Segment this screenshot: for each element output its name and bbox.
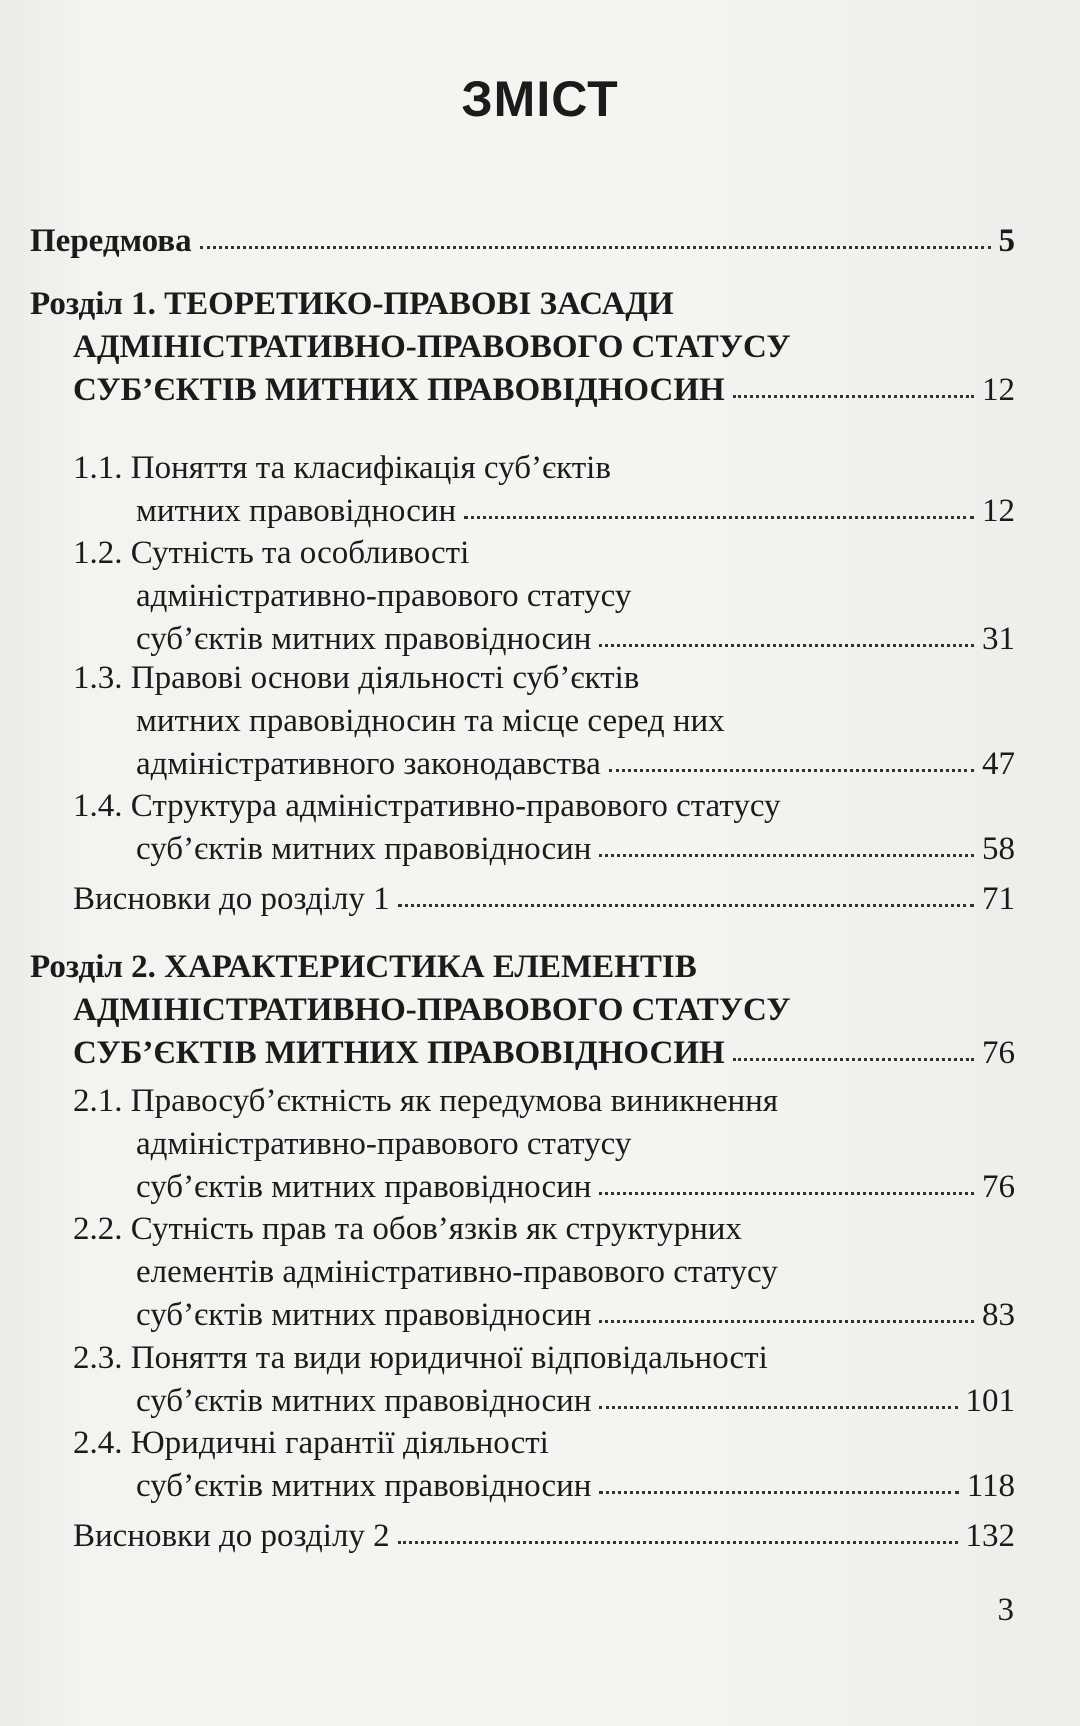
- toc-entry-label: Розділ 2. ХАРАКТЕРИСТИКА ЕЛЕМЕНТІВ: [30, 949, 697, 985]
- toc-entry-label: 1.2. Сутність та особливості: [73, 535, 470, 571]
- toc-entry-label: 2.4. Юридичні гарантії діяльності: [73, 1425, 549, 1461]
- toc-entry-label: СУБ’ЄКТІВ МИТНИХ ПРАВОВІДНОСИН: [73, 1035, 725, 1071]
- toc-entry-label: 2.3. Поняття та види юридичної відповідальності: [73, 1340, 768, 1376]
- dot-leader: [200, 242, 991, 249]
- toc-page-number: 118: [966, 1468, 1015, 1504]
- dot-leader: [599, 850, 974, 857]
- toc-entry-section-2-2[interactable]: [30, 1208, 1015, 1337]
- toc-entry-section-1-1[interactable]: [30, 447, 1015, 533]
- toc-entry-label: митних правовідносин: [136, 493, 457, 529]
- toc-entry-label: Передмова: [30, 223, 192, 259]
- toc-entry-section-1-2[interactable]: [30, 532, 1015, 661]
- toc-page-number: 76: [982, 1169, 1015, 1205]
- toc-entry-chapter-2[interactable]: [30, 946, 1015, 1075]
- toc-entry-label: АДМІНІСТРАТИВНО-ПРАВОВОГО СТАТУСУ: [73, 992, 791, 1028]
- dot-leader: [733, 391, 974, 398]
- toc-entry-label: 1.1. Поняття та класифікація суб’єктів: [73, 450, 611, 486]
- toc-entry-section-2-4[interactable]: [30, 1422, 1015, 1508]
- dot-leader: [733, 1054, 974, 1061]
- dot-leader: [599, 1402, 957, 1409]
- toc-entry-label: суб’єктів митних правовідносин: [136, 1297, 592, 1333]
- toc-entry-label: 2.2. Сутність прав та обов’язків як структурних: [73, 1211, 742, 1247]
- dot-leader: [464, 512, 974, 519]
- toc-entry-chapter-1[interactable]: [30, 283, 1015, 412]
- toc-page-number: 47: [982, 746, 1015, 782]
- toc-entry-label: суб’єктів митних правовідносин: [136, 1169, 592, 1205]
- toc-page-number: 101: [965, 1383, 1015, 1419]
- toc-entry-preface[interactable]: [30, 220, 1015, 263]
- toc-entry-label: елементів адміністративно-правового статусу: [136, 1254, 778, 1290]
- toc-entry-label: Висновки до розділу 1: [73, 881, 390, 917]
- toc-entry-label: митних правовідносин та місце серед них: [136, 703, 725, 739]
- toc-entry-label: адміністративно-правового статусу: [136, 578, 632, 614]
- toc-entry-label: СУБ’ЄКТІВ МИТНИХ ПРАВОВІДНОСИН: [73, 372, 725, 408]
- toc-entry-label: Розділ 1. ТЕОРЕТИКО-ПРАВОВІ ЗАСАДИ: [30, 286, 674, 322]
- toc-entry-label: 2.1. Правосуб’єктність як передумова виникнення: [73, 1083, 779, 1119]
- dot-leader: [599, 1316, 974, 1323]
- toc-entry-label: адміністративно-правового статусу: [136, 1126, 632, 1162]
- toc-entry-label: адміністративного законодавства: [136, 746, 601, 782]
- page-title: ЗМІСТ: [461, 71, 619, 127]
- toc-entry-label: АДМІНІСТРАТИВНО-ПРАВОВОГО СТАТУСУ: [73, 329, 791, 365]
- toc-page-number: 31: [982, 621, 1015, 657]
- dot-leader: [398, 900, 974, 907]
- toc-entry-label: суб’єктів митних правовідносин: [136, 831, 592, 867]
- toc-page-number: 58: [982, 831, 1015, 867]
- toc-entry-label: 1.4. Структура адміністративно-правового статусу: [73, 788, 781, 824]
- toc-page-number: 71: [982, 881, 1015, 917]
- toc-entry-section-1-4[interactable]: [30, 785, 1015, 871]
- toc-entry-label: суб’єктів митних правовідносин: [136, 1468, 592, 1504]
- toc-entry-section-2-3[interactable]: [30, 1337, 1015, 1423]
- page-number: 3: [997, 1592, 1014, 1628]
- toc-entry-conclusions-1[interactable]: [30, 878, 1015, 921]
- dot-leader: [599, 1487, 958, 1494]
- dot-leader: [398, 1537, 958, 1544]
- dot-leader: [609, 765, 974, 772]
- toc-page-number: 76: [982, 1035, 1015, 1071]
- dot-leader: [599, 1188, 974, 1195]
- toc-page-number: 12: [982, 493, 1015, 529]
- toc-page-number: 12: [982, 372, 1015, 408]
- dot-leader: [599, 640, 974, 647]
- toc-page-number: 132: [965, 1518, 1015, 1554]
- toc-entry-label: 1.3. Правові основи діяльності суб’єктів: [73, 660, 640, 696]
- toc-entry-section-2-1[interactable]: [30, 1080, 1015, 1209]
- toc-entry-label: Висновки до розділу 2: [73, 1518, 390, 1554]
- toc-entry-label: суб’єктів митних правовідносин: [136, 621, 592, 657]
- toc-entry-label: суб’єктів митних правовідносин: [136, 1383, 592, 1419]
- toc-entry-section-1-3[interactable]: [30, 657, 1015, 786]
- toc-page-number: 5: [998, 223, 1015, 259]
- toc-entry-conclusions-2[interactable]: [30, 1515, 1015, 1558]
- toc-page-number: 83: [982, 1297, 1015, 1333]
